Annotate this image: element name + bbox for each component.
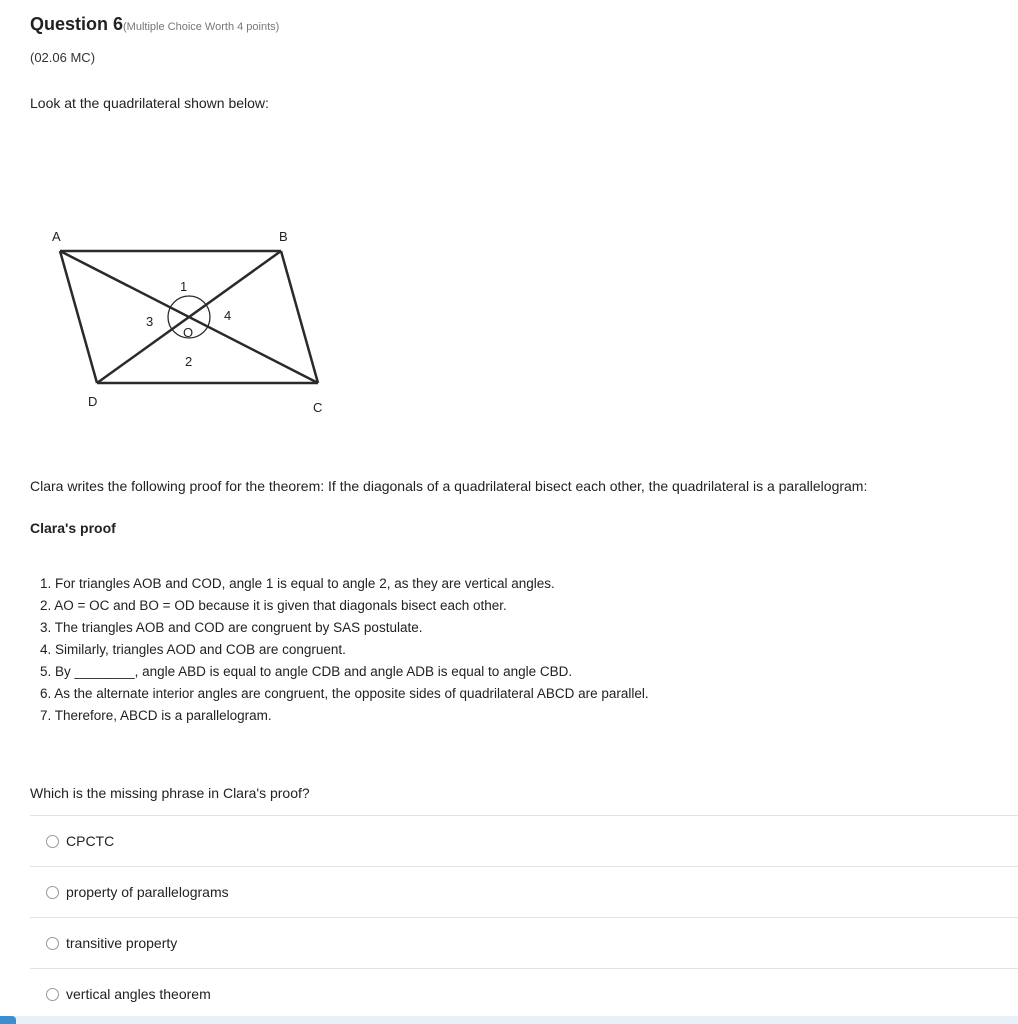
proof-step: 2. AO = OC and BO = OD because it is given that diagonals bisect each other.	[40, 598, 507, 613]
question-title: Question 6	[30, 14, 124, 34]
vertex-label-b: B	[279, 229, 288, 244]
angle-label-3: 3	[146, 314, 154, 329]
proof-step: 3. The triangles AOB and COD are congruent by SAS postulate.	[40, 620, 423, 635]
question-prompt: Look at the quadrilateral shown below:	[30, 95, 269, 111]
bottom-bar	[0, 1016, 1018, 1024]
angle-label-1: 1	[180, 279, 188, 294]
vertex-label-o: O	[183, 325, 194, 340]
bottom-bar-accent	[0, 1016, 16, 1024]
question-code: (02.06 MC)	[30, 50, 96, 65]
radio-button[interactable]	[46, 988, 59, 1001]
side-bc	[281, 251, 318, 383]
angle-label-4: 4	[224, 308, 232, 323]
radio-button[interactable]	[46, 886, 59, 899]
answer-option-cpctc[interactable]	[30, 815, 1018, 866]
vertex-label-c: C	[313, 400, 323, 415]
question-header	[30, 14, 279, 35]
question-points: (Multiple Choice Worth 4 points)	[123, 21, 280, 33]
angle-label-2: 2	[185, 354, 193, 369]
option-label: transitive property	[66, 935, 178, 951]
option-label: vertical angles theorem	[66, 986, 211, 1002]
radio-button[interactable]	[46, 937, 59, 950]
proof-step: 1. For triangles AOB and COD, angle 1 is equal to angle 2, as they are vertical angles.	[40, 576, 555, 591]
option-label: CPCTC	[66, 833, 115, 849]
proof-step: 5. By ________, angle ABD is equal to angle CDB and angle ADB is equal to angle CBD.	[40, 664, 573, 679]
proof-step: 6. As the alternate interior angles are congruent, the opposite sides of quadrilateral ABCD are parallel.	[40, 686, 649, 701]
proof-step: 4. Similarly, triangles AOD and COB are congruent.	[40, 642, 346, 657]
proof-heading: Clara's proof	[30, 520, 116, 536]
answer-option-vertical-angles-theorem[interactable]	[30, 968, 1018, 1019]
vertex-label-d: D	[88, 394, 98, 409]
radio-button[interactable]	[46, 835, 59, 848]
answer-option-property-of-parallelograms[interactable]	[30, 866, 1018, 917]
answer-option-transitive-property[interactable]	[30, 917, 1018, 968]
side-da	[60, 251, 97, 383]
quadrilateral-figure	[40, 220, 340, 420]
theorem-statement: Clara writes the following proof for the theorem: If the diagonals of a quadrilateral bisect each other, the quadrilateral is a parallelogram:	[30, 478, 868, 494]
answer-question: Which is the missing phrase in Clara's proof?	[30, 785, 310, 801]
option-label: property of parallelograms	[66, 884, 229, 900]
proof-steps	[40, 573, 649, 727]
vertex-label-a: A	[52, 229, 61, 244]
proof-step: 7. Therefore, ABCD is a parallelogram.	[40, 708, 272, 723]
answer-options	[30, 815, 1018, 1019]
